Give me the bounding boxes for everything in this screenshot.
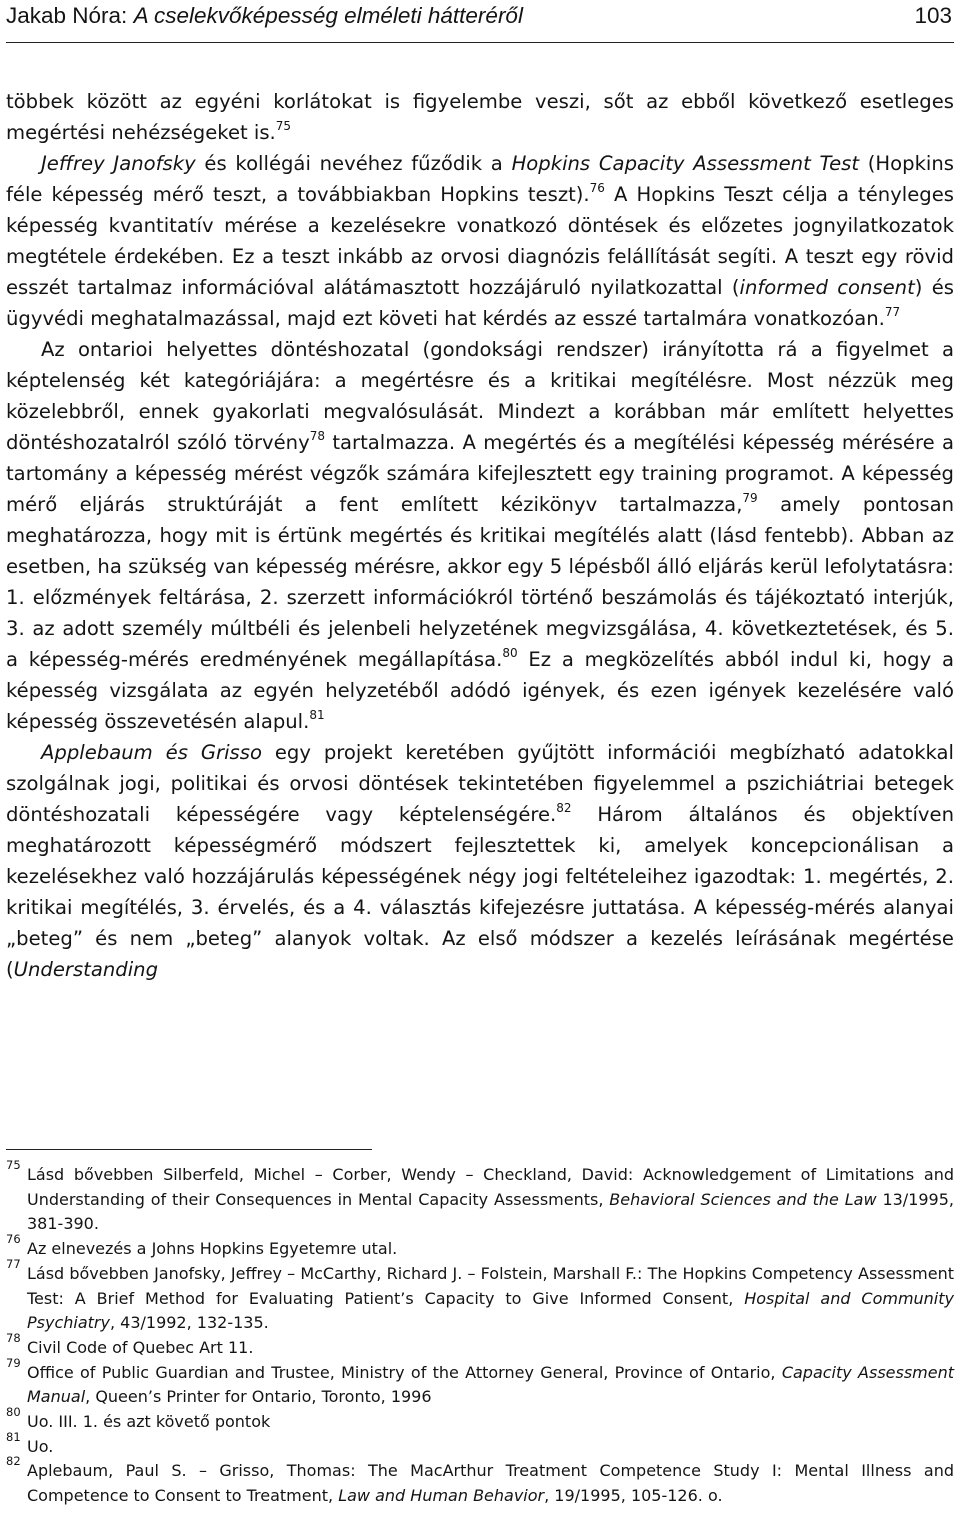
text: és kollégái nevéhez fűződik a bbox=[195, 152, 512, 175]
italic-text: Hopkins Capacity Assessment Test bbox=[511, 152, 860, 175]
footnote-ref: 75 bbox=[275, 119, 292, 133]
text: Az elnevezés a Johns Hopkins Egyetemre utal. bbox=[27, 1239, 398, 1259]
footnote-ref: 80 bbox=[502, 646, 518, 660]
italic-text: Capacity Assessment Manual bbox=[27, 1362, 955, 1407]
text: Office of Public Guardian and Trustee, Ministry of the Attorney General, Province of Ontario, bbox=[27, 1362, 782, 1382]
footnote-ref: 79 bbox=[742, 491, 758, 505]
main-text bbox=[6, 86, 954, 985]
text: Lásd bővebben Silberfeld, Michel – Corber, Wendy – Checkland, David: Acknowledgement of Limitations and Understanding of their Consequences in Mental Capacity Assessments, bbox=[27, 1165, 954, 1209]
text: (Hopkins féle képesség mérő teszt, a továbbiakban Hopkins teszt). bbox=[6, 152, 954, 206]
footnote-79 bbox=[6, 1355, 955, 1410]
footnote-number: 80 bbox=[6, 1405, 21, 1420]
footnote-number: 79 bbox=[6, 1355, 21, 1370]
text: Az ontarioi helyettes döntéshozatal (gondoksági rendszer) irányította rá a figyelmet a képtelenség két kategóriájára: a megértésre és a kritikai megítélésre. Most nézzük meg közelebbről, ennek gyakorlati megvalósulását. Mindezt a korábban már említett helyettes döntéshozatalról szóló törvény bbox=[6, 338, 954, 454]
footnote-80 bbox=[6, 1405, 954, 1435]
italic-text: Applebaum és Grisso bbox=[41, 741, 262, 764]
text: , 19/1995, 105-126. o. bbox=[544, 1486, 723, 1506]
header-title bbox=[6, 3, 523, 29]
italic-text: Law and Human Behavior bbox=[338, 1486, 545, 1506]
footnotes bbox=[6, 1158, 955, 1509]
text: Uo. bbox=[27, 1436, 54, 1456]
text: ) és ügyvédi meghatalmazással, majd ezt követi hat kérdés az esszé tartalmára vonatkozóan. bbox=[6, 276, 955, 330]
text: Aplebaum, Paul S. – Grisso, Thomas: The MacArthur Treatment Competence Study I: Mental Illness and Competence to Consent to Treatment, bbox=[27, 1461, 954, 1506]
footnote-77 bbox=[6, 1256, 954, 1336]
text: , Queen’s Printer for Ontario, Toronto, 1996 bbox=[85, 1387, 432, 1407]
text: Ez a megközelítés abból indul ki, hogy a képesség vizsgálata az egyén helyzetéből adódó igények, és ezen igények kezelésére való képesség összevetésén alapul. bbox=[6, 648, 954, 733]
footnote-81 bbox=[6, 1429, 954, 1460]
paragraph bbox=[6, 737, 954, 985]
footnote-number: 77 bbox=[6, 1256, 21, 1271]
footnote-76 bbox=[6, 1232, 954, 1262]
text: A Hopkins Teszt célja a tényleges képesség kvantitatív mérése a kezelésekre vonatkozó döntések és előzetes jognyilatkozatok megtétele érdekében. Ez a teszt inkább az orvosi diagnózis felállítását segíti. A teszt egy rövid esszét tartalmaz információval alátámasztott hozzájáruló nyilatkozattal ( bbox=[6, 183, 954, 299]
italic-text: Understanding bbox=[13, 958, 159, 981]
footnote-divider bbox=[6, 1149, 372, 1150]
footnote-number: 76 bbox=[6, 1232, 21, 1247]
footnote-number: 82 bbox=[6, 1454, 21, 1469]
footnote-ref: 76 bbox=[589, 181, 605, 195]
running-header bbox=[6, 3, 952, 33]
footnote-75 bbox=[6, 1158, 954, 1237]
footnote-number: 75 bbox=[6, 1158, 21, 1172]
text: 13/1995, 381-390. bbox=[27, 1189, 954, 1234]
footnote-ref: 78 bbox=[309, 429, 325, 443]
text: egy projekt keretében gyűjtött információi megbízható adatokkal szolgálnak jogi, politikai és orvosi döntések tekintetében figyelemmel a pszichiátriai betegek döntéshozatali képességére vagy képtelenségére. bbox=[6, 741, 954, 826]
header-author: Jakab Nóra: bbox=[6, 3, 128, 28]
text: tartalmazza. A megértés és a megítélési képesség mérésére a tartomány a képesség mérést végzők számára kifejlesztett egy training programot. A képesség mérő eljárás struktúráját a fent említett kézikönyv tartalmazza, bbox=[6, 431, 954, 516]
text: amely pontosan meghatározza, hogy mit is értünk megértés és kritikai megítélés alatt (lásd fentebb). Abban az esetben, ha szükség van képesség mérésre, akkor egy 5 lépésből álló eljárás kerül lefolytatásra: 1. előzmények feltárása, 2. szerzett információkról történő beszámolás és tájékoztató interjúk, 3. az adott személy múltbéli és jelenbeli helyzetének megvizsgálása, 4. következtetések, és 5. a képesség-mérés eredményének megállapítása. bbox=[6, 493, 954, 671]
italic-text: Hospital and Community Psychiatry bbox=[27, 1288, 954, 1333]
footnote-ref: 82 bbox=[556, 801, 572, 815]
italic-text: informed consent bbox=[739, 276, 915, 299]
text: Lásd bővebben Janofsky, Jeffrey – McCarthy, Richard J. – Folstein, Marshall F.: The Hopkins Competency Assessment Test: A Brief Method for Evaluating Patient’s Capacity to Give Informed Consent, bbox=[27, 1263, 954, 1308]
text: Civil Code of Quebec Art 11. bbox=[27, 1337, 254, 1357]
text: Uo. III. 1. és azt követő pontok bbox=[27, 1412, 271, 1432]
text: többek között az egyéni korlátokat is figyelembe veszi, sőt az ebből következő esetleges megértési nehézségeket is. bbox=[6, 90, 954, 144]
footnote-ref: 77 bbox=[884, 305, 901, 319]
paragraph bbox=[6, 86, 954, 148]
footnote-number: 78 bbox=[6, 1330, 21, 1345]
text: , 43/1992, 132-135. bbox=[109, 1313, 269, 1333]
footnote-ref: 81 bbox=[309, 708, 325, 722]
footnote-82 bbox=[6, 1454, 954, 1508]
header-divider bbox=[6, 42, 954, 43]
footnote-78 bbox=[6, 1330, 954, 1361]
footnote-number: 81 bbox=[6, 1429, 21, 1444]
paragraph bbox=[6, 148, 954, 334]
page-number: 103 bbox=[914, 3, 952, 28]
italic-text: Behavioral Sciences and the Law bbox=[609, 1189, 877, 1209]
paragraph bbox=[6, 334, 954, 737]
header-article-title: A cselekvőképesség elméleti hátteréről bbox=[133, 3, 523, 28]
text: Három általános és objektíven meghatározott képességmérő módszert fejlesztettek ki, amelyek koncepcionálisan a kezelésekhez való hozzájárulás képességének négy jogi feltételeihez igazodtak: 1. megértés, 2. kritikai megítélés, 3. érvelés, és a 4. választás kifejezésre juttatása. A képesség-mérés alanyai „beteg” és nem „beteg” alanyok voltak. Az első módszer a kezelés leírásának megértése ( bbox=[6, 803, 954, 981]
italic-text: Jeffrey Janofsky bbox=[41, 152, 196, 175]
